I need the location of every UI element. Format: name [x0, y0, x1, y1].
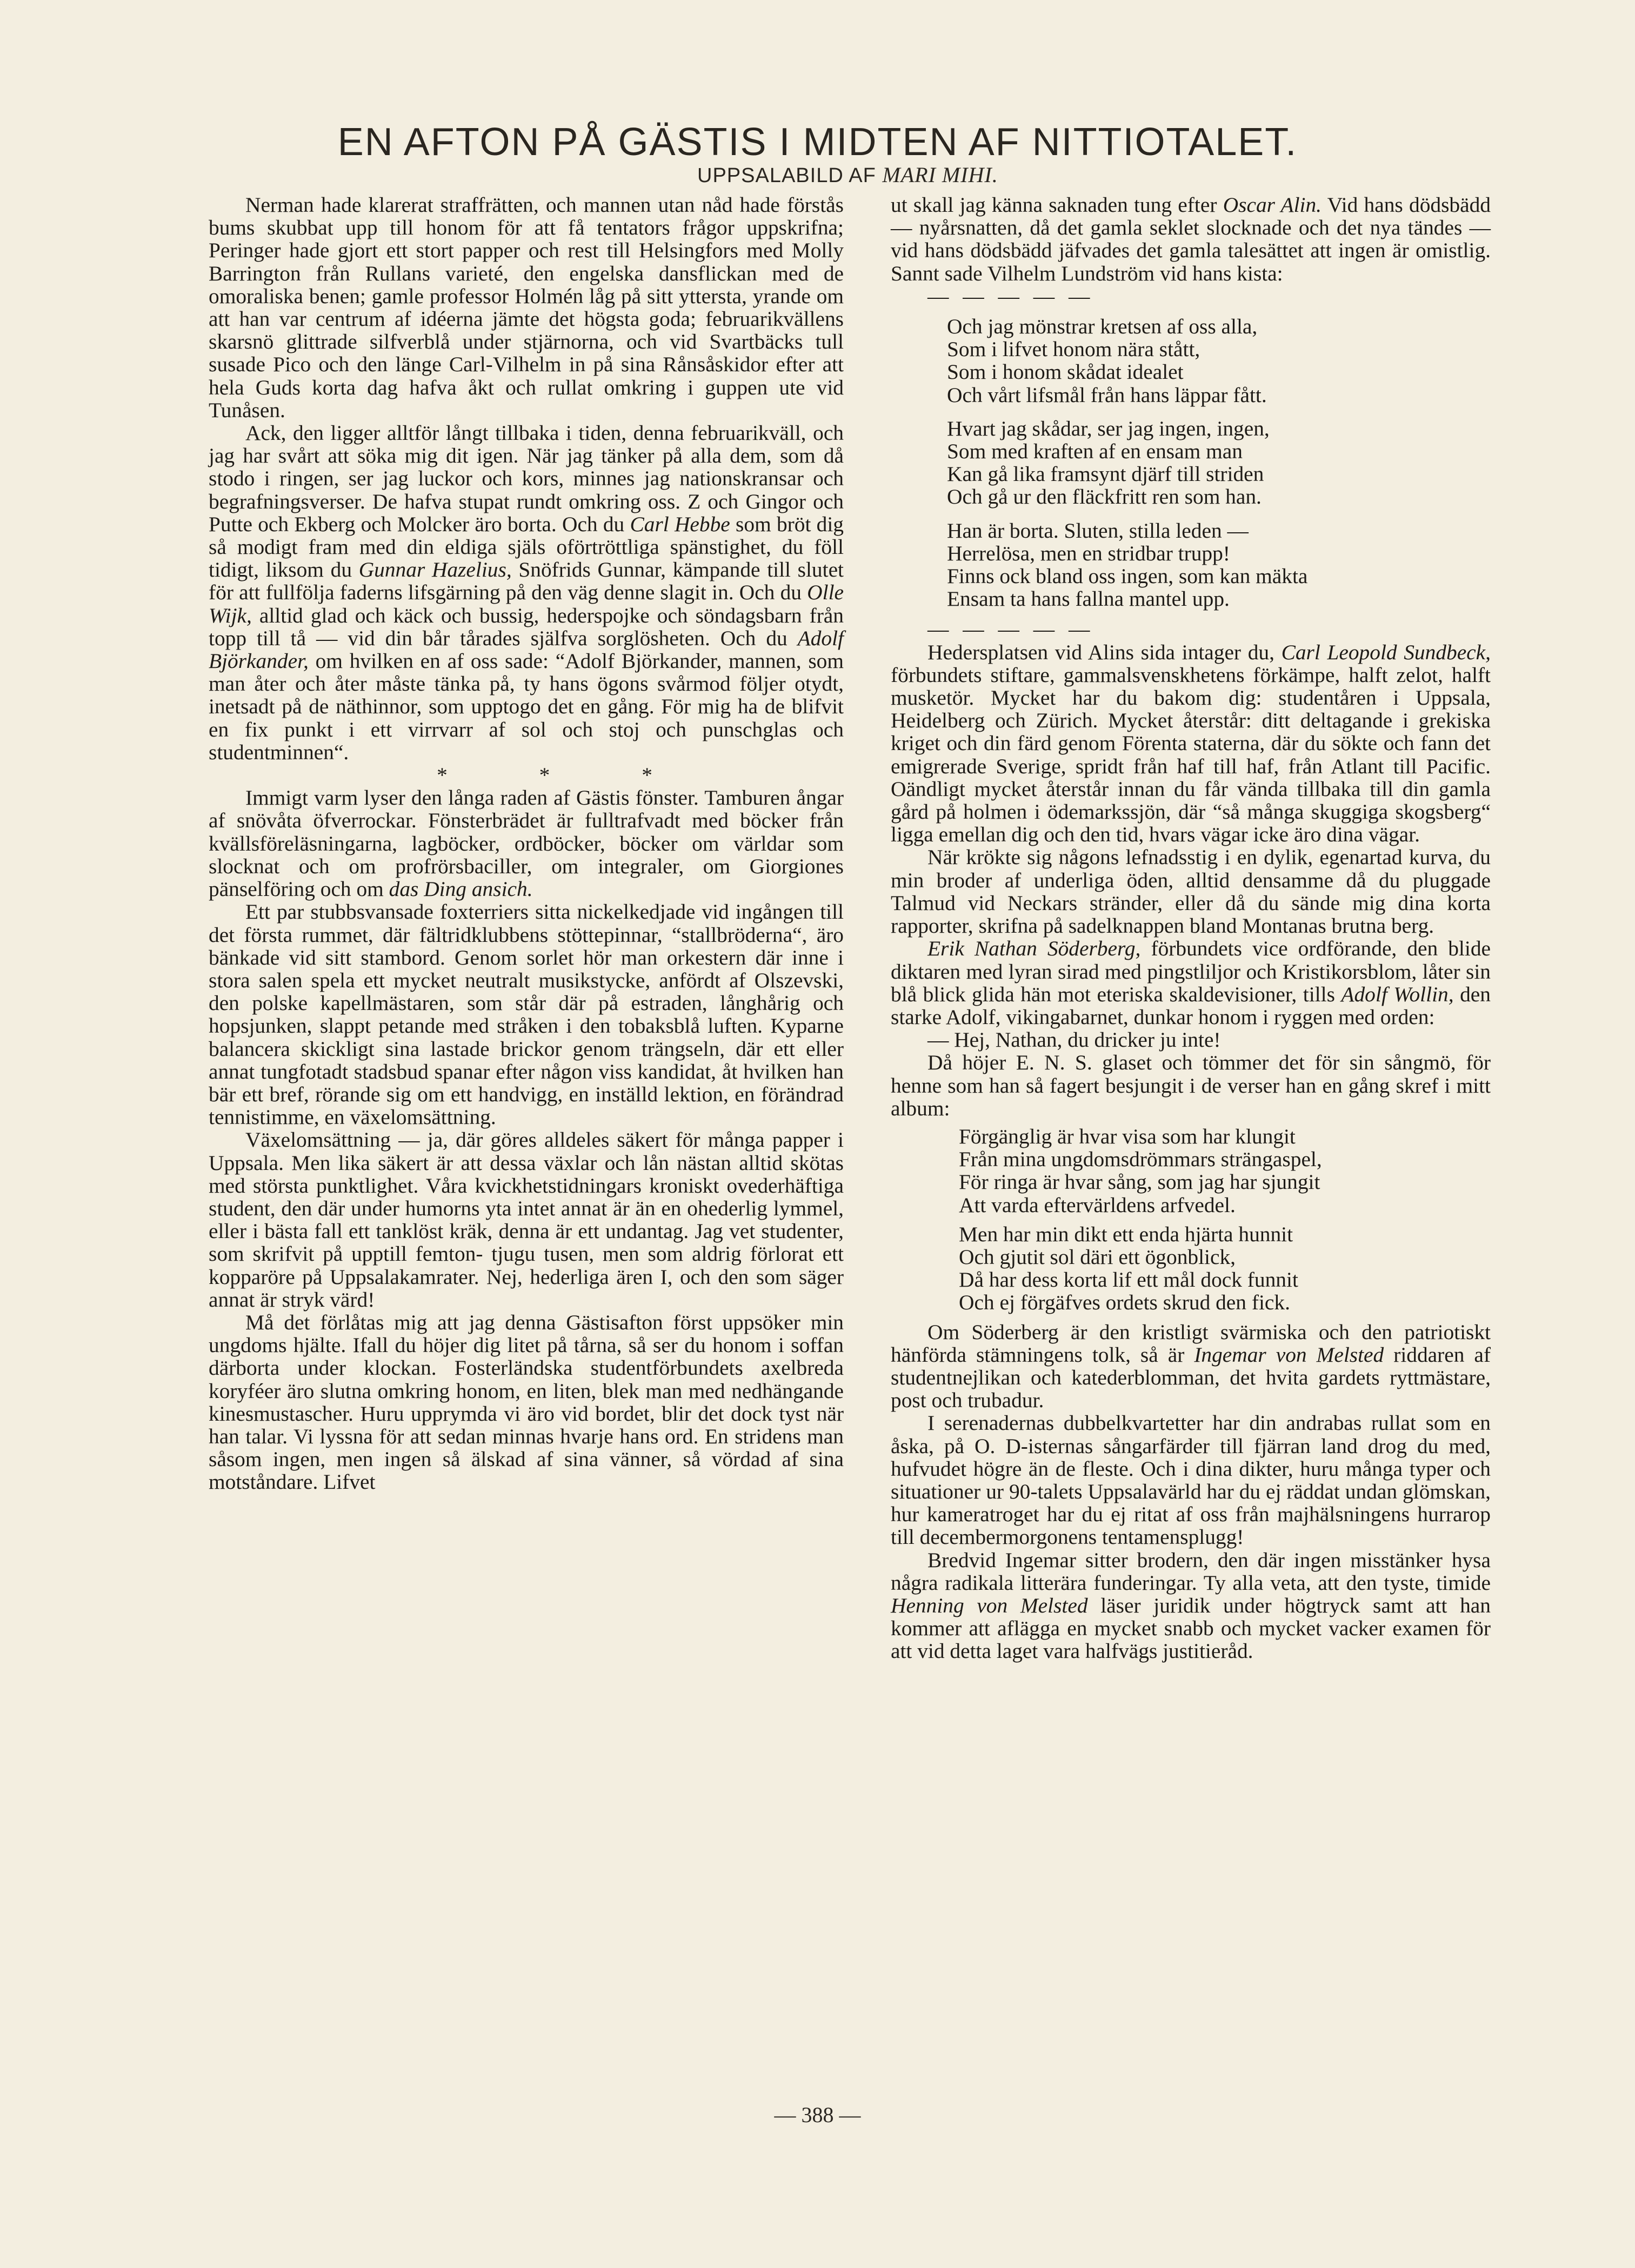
dash-divider: — — — — — [927, 617, 1095, 641]
paragraph: Ett par stubbsvansade foxterriers sitta nickelkedjade vid ingången till det första rummet, där fältridklubbens stöttepinnar, “stallbröderna“, äro bänkade vid sitt stambord. Genom sorlet hör man orkestern där inne i stora salen spela ett mycket neutralt musikstycke, anfördt af Olszevski, den polske kapellmästaren, som står där på estraden, långhårig och hopsjunken, slappt petande med stråken i den tobaksblå luften. Kyparne balancera skickligt sina lastade brickor genom trängseln, där ett eller annat tungfotadt stadsbud spanar efter någon viss kandidat, åt hvilken han bär ett bref, rörande sig om ett handvigg, en inställd lektion, en förändrad tennistimme, en växelomsättning. [209, 900, 844, 1129]
poem-stanza: Men har min dikt ett enda hjärta hunnit Och gjutit sol däri ett ögonblick, Då har dess korta lif ett mål dock funnit Och ej förgäfves ordets skrud den fick. [959, 1222, 1298, 1315]
left-column [209, 193, 844, 1494]
paragraph: Växelomsättning — ja, där göres alldeles säkert för många papper i Uppsala. Men lika säkert är att dessa växlar och lån nästan alltid skötas med största punktlighet. Våra kvickhetstidningars kroniskt ovederhäftiga student, den där under humorns yta intet annat är än en ohederlig lymmel, eller i bästa fall ett tanklöst kräk, denna är ett undantag. Jag vet studenter, som skrifvit på upptill femton- tjugu tusen, men som aldrig förlorat ett kopparöre på Uppsalakamrater. Nej, hederliga ären I, och den som säger annat är stryk värd! [209, 1128, 844, 1312]
paragraph: Om Söderberg är den kristligt svärmiska och den patriotiskt hänförda stämningens tolk, så är Ingemar von Melsted riddaren af studentnejlikan och katederblomman, det hvita gardets ryttmästare, post och trubadur. [891, 1320, 1491, 1413]
paragraph: Må det förlåtas mig att jag denna Gästisafton först uppsöker min ungdoms hjälte. Ifall du höjer dig litet på tårna, så ser du honom i soffan därborta under klockan. Fosterländska studentförbundets axelbreda koryféer äro slutna omkring honom, en liten, blek man med nedhängande kinesmustascher. Huru upprymda vi äro vid bordet, blir det dock tyst när han talar. Vi lyssna för att sedan minnas hvarje hans ord. En stridens man såsom ingen, men ingen så älskad af sina vänner, så vördad af sina motståndare. Lifvet [209, 1310, 844, 1494]
paragraph: Nerman hade klarerat straffrätten, och mannen utan nåd hade förstås bums skubbat upp till honom för att få tentators frågor uppskrifna; Peringer hade gjort ett stort papper och rest till Helsingfors med Molly Barrington från Rullans varieté, den engelska dansflickan med de omoraliska benen; gamle professor Holmén låg på sitt yttersta, yrande om att han var centrum af idéerna jämte det högsta goda; februarikvällens skarsnö glittrade silfverblå under stjärnorna, och vid Svartbäcks tull susade Pico och den länge Carl-Vilhelm in på sina Rånsåskidor efter att hela Guds korta dag hafva åkt och rullat omkring i guppen ute vid Tunåsen. [209, 193, 844, 422]
section-divider: * * * [437, 763, 696, 787]
paragraph: Erik Nathan Söderberg, förbundets vice ordförande, den blide diktaren med lyran sirad med pingstliljor och Kristikorsblom, låter sin blå blick glida hän mot eteriska skaldevisioner, tills Adolf Wollin, den starke Adolf, vikingabarnet, dunkar honom i ryggen med orden: [891, 936, 1491, 1029]
paragraph: — Hej, Nathan, du dricker ju inte! [927, 1028, 1221, 1052]
paragraph: I serenadernas dubbelkvartetter har din andrabas rullat som en åska, på O. D-isternas sångarfärder till fjärran land drog du med, hufvudet högre än de fleste. Och i dina dikter, huru många typer och situationer ur 90-talets Uppsalavärld har du ej räddat undan glömskan, hur kameratroget har du ej ritat af oss från majhälsningens hurrarop till decembermorgonens tentamensplugg! [891, 1411, 1491, 1549]
paragraph: Bredvid Ingemar sitter brodern, den där ingen misstänker hysa några radikala litterära funderingar. Ty alla veta, att den tyste, timide Henning von Melsted läser juridik under högtryck samt att han kommer att aflägga en mycket snabb och mycket vacker examen för att vid detta laget vara halfvägs justitieråd. [891, 1548, 1491, 1663]
byline-author: MARI MIHI. [882, 163, 998, 187]
page-number: — 388 — [774, 2103, 861, 2127]
poem-stanza: Hvart jag skådar, ser jag ingen, ingen, Som med kraften af en ensam man Kan gå lika framsynt djärf till striden Och gå ur den fläckfritt ren som han. [947, 416, 1270, 509]
poem-stanza: Han är borta. Sluten, stilla leden — Herrelösa, men en stridbar trupp! Finns ock bland oss ingen, som kan mäkta Ensam ta hans fallna mantel upp. [947, 518, 1308, 611]
paragraph: Ack, den ligger alltför långt tillbaka i tiden, denna februarikväll, och jag har svårt att söka mig dit igen. När jag tänker på alla dem, som då stodo i ringen, ser jag luckor och kors, minnes jag nationskransar och begrafningsverser. De hafva stupat rundt omkring oss. Z och Gingor och Putte och Ekberg och Molcker äro borta. Och du Carl Hebbe som bröt dig så modigt fram med din eldiga själs oförtröttliga spänstighet, du föll tidigt, liksom du Gunnar Hazelius, Snöfrids Gunnar, kämpande till slutet för att fullfölja faderns lifsgärning på den väg denne slagit in. Och du Olle Wijk, alltid glad och käck och bussig, hederspojke och söndagsbarn från topp till tå — vid din bår tårades själfva sorglösheten. Och du Adolf Björkander, om hvilken en af oss sade: “Adolf Björkander, mannen, som man åter och åter måste tänka på, ty hans ögons svårmod följer otydt, inetsadt på de näthinnor, som upptogo det en gång. För mig ha de blifvit en fix punkt i ett virrvarr af sol och stoj och punschglas och studentminnen“. [209, 421, 844, 764]
paragraph: Hedersplatsen vid Alins sida intager du, Carl Leopold Sundbeck, förbundets stiftare, gammalsvenskhetens förkämpe, halft zelot, halft musketör. Mycket har du bakom dig: studentåren i Uppsala, Heidelberg och Zürich. Mycket återstår: ditt deltagande i grekiska kriget och din färd genom Förenta staterna, där du sökte och fann det emigrerade Sverige, spridt från haf till haf, från Atlant till Pacific. Oändligt mycket återstår innan du får vända tillbaka till din gamla gård på holmen i ödemarkssjön, där “så många skuggiga skogsberg“ ligga emellan dig och den tid, hvars vägar icke äro dina vägar. [891, 640, 1491, 847]
dash-divider: — — — — — [927, 284, 1095, 308]
poem-stanza: Förgänglig är hvar visa som har klungit Från mina ungdomsdrömmars strängaspel, För ringa är hvar sång, som jag har sjungit Att varda eftervärldens arfvedel. [959, 1124, 1322, 1217]
right-column [891, 193, 1491, 1663]
byline-prefix: UPPSALABILD AF [697, 164, 876, 187]
poem-stanza: Och jag mönstrar kretsen af oss alla, Som i lifvet honom nära stått, Som i honom skådat idealet Och vårt lifsmål från hans läppar fått. [947, 315, 1267, 407]
paragraph: ut skall jag känna saknaden tung efter Oscar Alin. Vid hans dödsbädd — nyårsnatten, då det gamla seklet slocknade och det nya tändes — vid hans dödsbädd jäfvades det gamla talesättet att ingen är omistlig. Sannt sade Vilhelm Lundström vid hans kista: [891, 193, 1491, 285]
article-title: EN AFTON PÅ GÄSTIS I MIDTEN AF NITTIOTALET. [337, 121, 1298, 164]
paragraph: Då höjer E. N. S. glaset och tömmer det för sin sångmö, för henne som han så fagert besjungit i de verser han en gång skref i mitt album: [891, 1051, 1491, 1120]
paragraph: Immigt varm lyser den långa raden af Gästis fönster. Tamburen ångar af snövåta öfverrockar. Fönsterbrädet är fulltrafvadt med böcker från kvällsföreläsningarna, lagböcker, ordböcker, böcker om världar som slocknat och om profrörsbaciller, om integraler, om Giorgiones pänselföring och om das Ding ansich. [209, 786, 844, 901]
byline [697, 162, 998, 188]
paragraph: När krökte sig någons lefnadsstig i en dylik, egenartad kurva, du min broder af underliga öden, alltid densamme då du pluggade Talmud vid Neckars stränder, eller då du sände mig dina korta rapporter, skrifna på sadelknappen bland Montanas brutna berg. [891, 845, 1491, 938]
